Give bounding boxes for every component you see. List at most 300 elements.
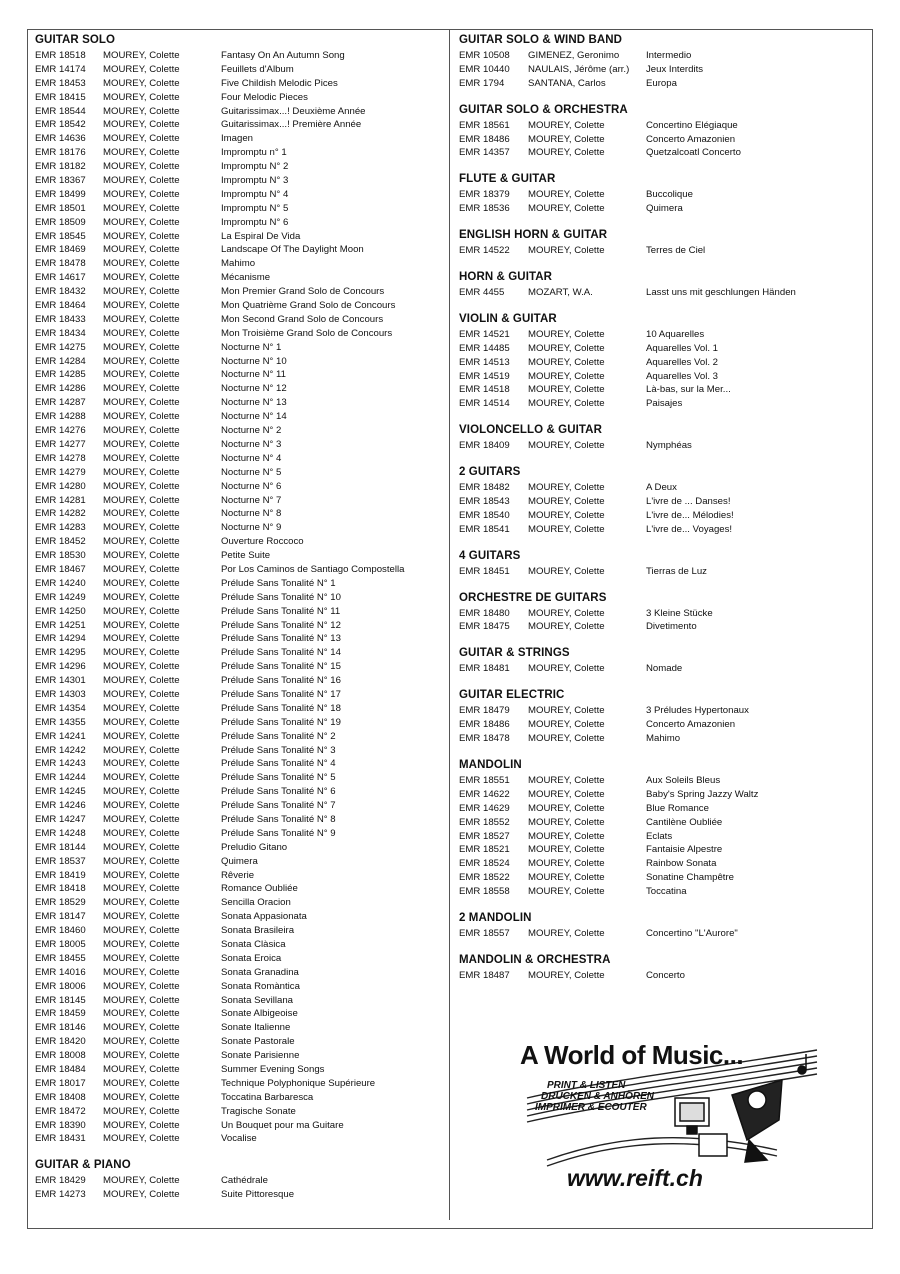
catalog-row — [459, 342, 869, 356]
section-heading: GUITAR & PIANO — [35, 1159, 131, 1172]
composer-name: MOUREY, Colette — [103, 216, 180, 228]
catalog-row — [459, 495, 869, 509]
catalog-number: EMR 18521 — [459, 844, 510, 856]
composer-name: MOUREY, Colette — [103, 1119, 180, 1131]
catalog-row — [35, 341, 445, 355]
catalog-row — [459, 620, 869, 634]
catalog-row — [35, 1021, 445, 1035]
composer-name: MOUREY, Colette — [103, 633, 180, 645]
catalog-row — [35, 674, 445, 688]
catalog-row — [35, 355, 445, 369]
composer-name: MOUREY, Colette — [528, 147, 605, 159]
work-title: Landscape Of The Daylight Moon — [221, 244, 364, 256]
catalog-number: EMR 14294 — [35, 633, 86, 645]
catalog-number: EMR 14629 — [459, 802, 510, 814]
catalog-row — [459, 607, 869, 621]
composer-name: MOUREY, Colette — [103, 438, 180, 450]
catalog-row — [459, 146, 869, 160]
composer-name: MOUREY, Colette — [103, 397, 180, 409]
composer-name: MOUREY, Colette — [103, 952, 180, 964]
work-title: Five Childish Melodic Pices — [221, 77, 338, 89]
composer-name: MOUREY, Colette — [528, 719, 605, 731]
work-title: Prélude Sans Tonalité N° 6 — [221, 786, 336, 798]
catalog-row — [459, 704, 869, 718]
catalog-section — [459, 103, 869, 161]
catalog-number: EMR 18557 — [459, 927, 510, 939]
catalog-section — [459, 953, 869, 983]
composer-name: MOUREY, Colette — [528, 788, 605, 800]
catalog-number: EMR 18551 — [459, 774, 510, 786]
catalog-row — [35, 313, 445, 327]
logo-line-1: PRINT & LISTEN — [547, 1080, 626, 1091]
logo-line-2: DRUCKEN & ANHÖREN — [541, 1091, 654, 1102]
composer-name: MOUREY, Colette — [528, 844, 605, 856]
section-heading: 2 MANDOLIN — [459, 911, 532, 924]
work-title: Sonata Clàsica — [221, 939, 286, 950]
composer-name: MOUREY, Colette — [103, 966, 180, 978]
catalog-number: EMR 14251 — [35, 619, 86, 631]
work-title: Prélude Sans Tonalité N° 11 — [221, 605, 341, 617]
catalog-row — [35, 368, 445, 382]
catalog-row — [35, 910, 445, 924]
composer-name: GIMENEZ, Geronimo — [528, 50, 620, 61]
catalog-number: EMR 18482 — [459, 482, 510, 494]
section-gap — [459, 634, 869, 646]
composer-name: MOUREY, Colette — [103, 577, 180, 589]
work-title: Nocturne N° 14 — [221, 411, 287, 423]
composer-name: MOUREY, Colette — [103, 688, 180, 700]
work-title: Prélude Sans Tonalité N° 2 — [221, 730, 336, 742]
catalog-row — [35, 799, 445, 813]
catalog-number: EMR 14519 — [459, 370, 510, 382]
catalog-row — [35, 771, 445, 785]
catalog-number: EMR 18529 — [35, 897, 86, 909]
composer-name: MOUREY, Colette — [103, 202, 180, 214]
catalog-number: EMR 18467 — [35, 563, 86, 575]
section-gap — [459, 676, 869, 688]
catalog-number: EMR 18420 — [35, 1036, 86, 1048]
composer-name: MOUREY, Colette — [103, 939, 180, 950]
work-title: Sonata Brasileira — [221, 925, 295, 937]
composer-name: MOUREY, Colette — [103, 480, 180, 492]
composer-name: MOUREY, Colette — [528, 342, 605, 354]
work-title: Prélude Sans Tonalité N° 1 — [221, 577, 336, 589]
work-title: Sonata Appasionata — [221, 911, 307, 923]
catalog-row — [35, 299, 445, 313]
work-title: Nymphéas — [646, 440, 692, 452]
section-gap — [459, 537, 869, 549]
composer-name: MOUREY, Colette — [528, 370, 605, 382]
catalog-row — [459, 969, 869, 983]
work-title: Impromptu N° 3 — [221, 175, 289, 187]
catalog-number: EMR 18419 — [35, 869, 86, 881]
composer-name: SANTANA, Carlos — [528, 77, 606, 89]
logo-title: A World of Music... — [520, 1040, 744, 1070]
composer-name: MOUREY, Colette — [528, 245, 605, 257]
composer-name: MOUREY, Colette — [103, 383, 180, 395]
catalog-number: EMR 14284 — [35, 355, 86, 367]
catalog-row — [459, 481, 869, 495]
composer-name: MOUREY, Colette — [103, 744, 180, 756]
composer-name: MOUREY, Colette — [103, 230, 180, 242]
work-title: 3 Préludes Hypertonaux — [646, 705, 749, 717]
section-gap — [459, 216, 869, 228]
catalog-number: EMR 14242 — [35, 744, 86, 756]
catalog-row — [459, 523, 869, 537]
composer-name: MOUREY, Colette — [103, 786, 180, 798]
catalog-number: EMR 18147 — [35, 911, 86, 923]
catalog-row — [35, 438, 445, 452]
catalog-number: EMR 14522 — [459, 245, 510, 257]
composer-name: MOUREY, Colette — [528, 663, 605, 675]
composer-name: MOUREY, Colette — [103, 647, 180, 659]
composer-name: MOUREY, Colette — [103, 508, 180, 520]
work-title: Aux Soleils Bleus — [646, 774, 721, 786]
work-title: Nocturne N° 8 — [221, 508, 282, 520]
work-title: Nocturne N° 4 — [221, 452, 282, 464]
composer-name: MOUREY, Colette — [103, 605, 180, 617]
composer-name: MOUREY, Colette — [528, 482, 605, 494]
catalog-row — [35, 1119, 445, 1133]
catalog-number: EMR 18487 — [459, 969, 510, 981]
catalog-row — [35, 1077, 445, 1091]
catalog-row — [35, 1091, 445, 1105]
catalog-row — [35, 494, 445, 508]
work-title: La Espiral De Vida — [221, 230, 301, 242]
work-title: Sonata Sevillana — [221, 994, 294, 1006]
catalog-row — [35, 966, 445, 980]
composer-name: MOUREY, Colette — [103, 63, 180, 75]
section-heading: 2 GUITARS — [459, 466, 521, 479]
catalog-number: EMR 18429 — [35, 1175, 86, 1187]
catalog-number: EMR 18501 — [35, 202, 86, 214]
composer-name: MOUREY, Colette — [528, 969, 605, 981]
work-title: Nocturne N° 10 — [221, 355, 287, 367]
catalog-number: EMR 18408 — [35, 1091, 86, 1103]
catalog-number: EMR 14636 — [35, 133, 86, 145]
catalog-row — [35, 160, 445, 174]
work-title: Jeux Interdits — [646, 63, 704, 75]
catalog-number: EMR 14513 — [459, 356, 510, 368]
composer-name: MOUREY, Colette — [528, 119, 605, 131]
catalog-number: EMR 18005 — [35, 939, 86, 950]
composer-name: MOUREY, Colette — [103, 1022, 180, 1034]
section-gap — [459, 91, 869, 103]
composer-name: MOUREY, Colette — [103, 661, 180, 673]
composer-name: MOUREY, Colette — [103, 841, 180, 853]
catalog-section — [459, 911, 869, 941]
composer-name: MOUREY, Colette — [528, 830, 605, 842]
work-title: Buccolique — [646, 189, 693, 201]
catalog-row — [35, 619, 445, 633]
catalog-row — [459, 802, 869, 816]
work-title: Nocturne N° 9 — [221, 522, 282, 534]
catalog-row — [35, 660, 445, 674]
work-title: Prélude Sans Tonalité N° 7 — [221, 800, 336, 812]
catalog-row — [459, 63, 869, 77]
catalog-number: EMR 18484 — [35, 1064, 86, 1076]
catalog-row — [35, 896, 445, 910]
catalog-number: EMR 18543 — [459, 496, 510, 508]
catalog-number: EMR 14246 — [35, 800, 86, 812]
work-title: Concertino "L'Aurore" — [646, 927, 738, 939]
work-title: Concerto — [646, 969, 685, 981]
catalog-number: EMR 18464 — [35, 300, 86, 312]
composer-name: MOUREY, Colette — [103, 355, 180, 367]
catalog-number: EMR 18017 — [35, 1077, 86, 1089]
catalog-row — [459, 662, 869, 676]
catalog-row — [35, 480, 445, 494]
section-heading: ENGLISH HORN & GUITAR — [459, 229, 608, 242]
catalog-row — [35, 1188, 445, 1202]
catalog-number: EMR 18540 — [459, 509, 510, 521]
catalog-row — [35, 1063, 445, 1077]
catalog-number: EMR 18478 — [35, 258, 86, 270]
section-gap — [459, 579, 869, 591]
catalog-section — [459, 33, 869, 91]
catalog-row — [35, 688, 445, 702]
composer-name: MOUREY, Colette — [103, 1064, 180, 1076]
composer-name: MOUREY, Colette — [103, 425, 180, 437]
catalog-number: EMR 18480 — [459, 607, 510, 619]
work-title: Nocturne N° 1 — [221, 341, 282, 353]
composer-name: MOUREY, Colette — [103, 911, 180, 923]
catalog-number: EMR 18527 — [459, 830, 510, 842]
composer-name: MOUREY, Colette — [103, 1105, 180, 1117]
work-title: Rêverie — [221, 869, 255, 881]
work-title: Prélude Sans Tonalité N° 17 — [221, 688, 341, 700]
work-title: Prélude Sans Tonalité N° 18 — [221, 702, 341, 714]
catalog-number: EMR 18390 — [35, 1119, 86, 1131]
catalog-row — [459, 927, 869, 941]
catalog-number: EMR 18431 — [35, 1133, 86, 1145]
section-gap — [459, 941, 869, 953]
catalog-number: EMR 14248 — [35, 827, 86, 839]
work-title: L'ivre de... Voyages! — [646, 523, 733, 535]
work-title: Nocturne N° 5 — [221, 466, 282, 478]
catalog-row — [35, 869, 445, 883]
work-title: Lasst uns mit geschlungen Händen — [646, 287, 796, 299]
composer-name: MOUREY, Colette — [528, 607, 605, 619]
catalog-section — [459, 465, 869, 537]
catalog-row — [459, 788, 869, 802]
catalog-row — [35, 1132, 445, 1146]
work-title: Terres de Ciel — [646, 245, 706, 257]
work-title: Aquarelles Vol. 2 — [646, 356, 718, 368]
catalog-row — [459, 885, 869, 899]
catalog-number: EMR 18509 — [35, 216, 86, 228]
catalog-row — [35, 466, 445, 480]
catalog-number: EMR 14244 — [35, 772, 86, 784]
composer-name: MOUREY, Colette — [103, 813, 180, 825]
catalog-number: EMR 14278 — [35, 452, 86, 464]
composer-name: MOUREY, Colette — [528, 802, 605, 814]
work-title: Impromptu n° 1 — [221, 147, 287, 159]
catalog-number: EMR 14281 — [35, 494, 86, 506]
work-title: Nocturne N° 6 — [221, 480, 282, 492]
catalog-row — [459, 857, 869, 871]
right-column — [459, 33, 869, 983]
composer-name: NAULAIS, Jérôme (arr.) — [528, 63, 630, 75]
work-title: Mécanisme — [221, 272, 271, 284]
catalog-section — [459, 591, 869, 635]
composer-name: MOUREY, Colette — [103, 411, 180, 423]
catalog-row — [35, 410, 445, 424]
logo-url[interactable]: www.reift.ch — [567, 1165, 703, 1191]
section-heading: GUITAR SOLO & ORCHESTRA — [459, 103, 628, 116]
catalog-number: EMR 18537 — [35, 855, 86, 867]
composer-name: MOUREY, Colette — [528, 440, 605, 452]
catalog-number: EMR 14240 — [35, 577, 86, 589]
catalog-row — [459, 830, 869, 844]
catalog-number: EMR 14296 — [35, 661, 86, 673]
catalog-number: EMR 18144 — [35, 841, 86, 853]
composer-name: MOUREY, Colette — [103, 1189, 180, 1201]
composer-name: MOUREY, Colette — [103, 258, 180, 270]
work-title: Cantilène Oubliée — [646, 816, 723, 828]
catalog-row — [35, 827, 445, 841]
section-heading: GUITAR SOLO — [35, 34, 116, 46]
catalog-number: EMR 14288 — [35, 411, 86, 423]
catalog-number: EMR 14245 — [35, 786, 86, 798]
composer-name: MOUREY, Colette — [103, 341, 180, 353]
catalog-row — [35, 938, 445, 952]
work-title: Fantaisie Alpestre — [646, 844, 723, 856]
work-title: Sencilla Oracion — [221, 897, 291, 909]
catalog-row — [35, 1007, 445, 1021]
composer-name: MOUREY, Colette — [528, 774, 605, 786]
work-title: Concerto Amazonien — [646, 719, 736, 731]
composer-name: MOUREY, Colette — [103, 772, 180, 784]
catalog-number: EMR 14241 — [35, 730, 86, 742]
left-column — [35, 33, 445, 1202]
section-heading: FLUTE & GUITAR — [459, 173, 556, 186]
composer-name: MOUREY, Colette — [528, 328, 605, 340]
catalog-row — [35, 424, 445, 438]
catalog-number: EMR 18452 — [35, 536, 86, 548]
composer-name: MOUREY, Colette — [103, 272, 180, 284]
catalog-row — [35, 49, 445, 63]
catalog-number: EMR 18432 — [35, 286, 86, 298]
catalog-row — [35, 452, 445, 466]
catalog-row — [459, 188, 869, 202]
work-title: Tragische Sonate — [221, 1105, 296, 1117]
catalog-number: EMR 14518 — [459, 384, 510, 396]
composer-name: MOUREY, Colette — [103, 980, 180, 992]
catalog-row — [459, 244, 869, 258]
catalog-number: EMR 18479 — [459, 705, 510, 717]
catalog-row — [35, 1105, 445, 1119]
work-title: Mahimo — [646, 733, 681, 745]
catalog-number: EMR 18460 — [35, 925, 86, 937]
catalog-number: EMR 18176 — [35, 147, 86, 159]
work-title: Nocturne N° 3 — [221, 438, 282, 450]
work-title: Intermedio — [646, 50, 692, 61]
catalog-row — [35, 591, 445, 605]
composer-name: MOUREY, Colette — [103, 827, 180, 839]
catalog-number: EMR 14283 — [35, 522, 86, 534]
composer-name: MOUREY, Colette — [528, 886, 605, 898]
catalog-number: EMR 14282 — [35, 508, 86, 520]
composer-name: MOUREY, Colette — [103, 452, 180, 464]
section-gap — [459, 411, 869, 423]
work-title: L'ivre de ... Danses! — [646, 496, 731, 508]
catalog-number: EMR 14273 — [35, 1189, 86, 1201]
work-title: Prélude Sans Tonalité N° 8 — [221, 813, 336, 825]
composer-name: MOUREY, Colette — [103, 1091, 180, 1103]
section-heading: MANDOLIN & ORCHESTRA — [459, 953, 611, 966]
composer-name: MOUREY, Colette — [103, 522, 180, 534]
catalog-number: EMR 18145 — [35, 994, 86, 1006]
catalog-number: EMR 14303 — [35, 688, 86, 700]
composer-name: MOUREY, Colette — [103, 869, 180, 881]
work-title: Impromptu N° 6 — [221, 216, 289, 228]
work-title: Prélude Sans Tonalité N° 4 — [221, 758, 336, 770]
work-title: Four Melodic Pieces — [221, 91, 308, 103]
catalog-number: EMR 14485 — [459, 342, 510, 354]
work-title: Blue Romance — [646, 802, 709, 814]
work-title: Mon Quatrième Grand Solo de Concours — [221, 300, 396, 312]
catalog-row — [35, 521, 445, 535]
work-title: Nocturne N° 7 — [221, 494, 282, 506]
catalog-number: EMR 14250 — [35, 605, 86, 617]
work-title: Nocturne N° 13 — [221, 397, 287, 409]
composer-name: MOUREY, Colette — [528, 133, 605, 145]
composer-name: MOUREY, Colette — [103, 1036, 180, 1048]
composer-name: MOUREY, Colette — [103, 244, 180, 256]
work-title: Feuillets d'Album — [221, 63, 294, 75]
composer-name: MOUREY, Colette — [528, 496, 605, 508]
catalog-number: EMR 14280 — [35, 480, 86, 492]
catalog-number: EMR 18530 — [35, 550, 86, 562]
section-gap — [459, 453, 869, 465]
composer-name: MOUREY, Colette — [103, 619, 180, 631]
work-title: Impromptu N° 4 — [221, 188, 289, 200]
work-title: Rainbow Sonata — [646, 858, 717, 870]
catalog-row — [35, 980, 445, 994]
work-title: Un Bouquet pour ma Guitare — [221, 1119, 344, 1131]
catalog-number: EMR 14275 — [35, 341, 86, 353]
catalog-number: EMR 18451 — [459, 565, 510, 577]
catalog-number: EMR 14279 — [35, 466, 86, 478]
composer-name: MOUREY, Colette — [103, 313, 180, 325]
catalog-number: EMR 18486 — [459, 133, 510, 145]
work-title: Mon Second Grand Solo de Concours — [221, 313, 384, 325]
catalog-number: EMR 18453 — [35, 77, 86, 89]
work-title: 3 Kleine Stücke — [646, 607, 713, 619]
composer-name: MOUREY, Colette — [103, 147, 180, 159]
catalog-number: EMR 14286 — [35, 383, 86, 395]
catalog-number: EMR 10508 — [459, 50, 510, 61]
catalog-row — [459, 77, 869, 91]
catalog-row — [35, 188, 445, 202]
composer-name: MOUREY, Colette — [528, 705, 605, 717]
logo-line-3: IMPRIMER & ECOUTER — [535, 1102, 647, 1113]
catalog-row — [35, 382, 445, 396]
work-title: L'ivre de... Mélodies! — [646, 509, 734, 521]
catalog-row — [35, 646, 445, 660]
catalog-row — [459, 328, 869, 342]
catalog-row — [35, 63, 445, 77]
catalog-row — [35, 785, 445, 799]
composer-name: MOZART, W.A. — [528, 287, 593, 299]
work-title: Prélude Sans Tonalité N° 13 — [221, 633, 341, 645]
catalog-row — [459, 202, 869, 216]
composer-name: MOUREY, Colette — [528, 872, 605, 884]
composer-name: MOUREY, Colette — [103, 466, 180, 478]
catalog-number: EMR 18008 — [35, 1050, 86, 1062]
work-title: Baby's Spring Jazzy Waltz — [646, 788, 759, 800]
